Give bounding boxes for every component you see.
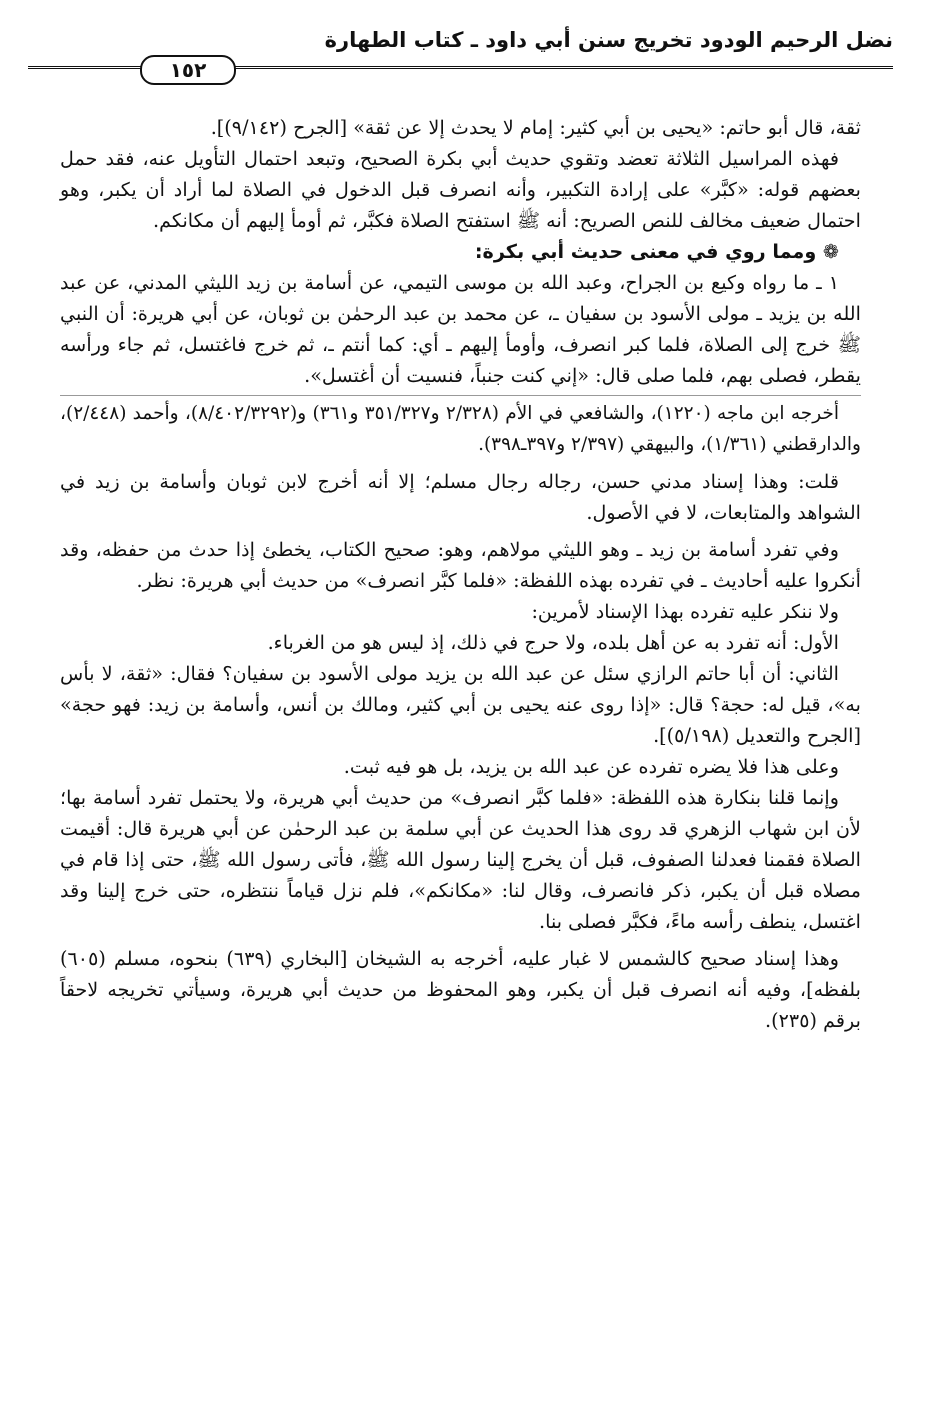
paragraph: الثاني: أن أبا حاتم الرازي سئل عن عبد الله بن يزيد مولى الأسود بن سفيان؟ فقال: «ثقة، لا بأس به»، قيل له: حجة؟ قال: «إذا روى عنه يحيى بن أبي كثير، ومالك بن أنس، وأسامة بن زيد: فهو حجة» [الجرح والتعديل (٥/١٩٨)]. [60,662,861,747]
page-body [60,112,861,1036]
paragraph: وإنما قلنا بنكارة هذه اللفظة: «فلما كبَّر انصرف» من حديث أبي هريرة، ولا يحتمل تفرد أسامة بها؛ لأن ابن شهاب الزهري قد روى هذا الحديث عن أبي سلمة بن عبد الرحمٰن عن أبي هريرة قال: أقيمت الصلاة فقمنا فعدلنا الصفوف، قبل أن يخرج إلينا رسول الله ﷺ، فأتى رسول الله ﷺ، حتى إذا قام في مصلاه قبل أن يكبر، ذكر فانصرف، وقال لنا: «مكانكم»، فلم نزل قياماً ننتظره، حتى خرج إلينا وقد اغتسل، ينطف رأسه ماءً، فكبَّر فصلى بنا. [60,786,861,933]
paragraph: وهذا إسناد صحيح كالشمس لا غبار عليه، أخرجه به الشيخان [البخاري (٦٣٩) بنحوه، مسلم (٦٠٥) بلفظه]، وفيه أنه انصرف قبل أن يكبر، وهو المحفوظ من حديث أبي هريرة، وسيأتي تخريجه لاحقاً برقم (٢٣٥). [60,947,861,1032]
paragraph: الأول: أنه تفرد به عن أهل بلده، ولا حرج في ذلك، إذ ليس هو من الغرباء. [267,631,839,654]
paragraph: ولا ننكر عليه تفرده بهذا الإسناد لأمرين: [531,600,839,623]
paragraph: ثقة، قال أبو حاتم: «يحيى بن أبي كثير: إمام لا يحدث إلا عن ثقة» [الجرح (٩/١٤٢)]. [210,116,861,139]
paragraph: وفي تفرد أسامة بن زيد ـ وهو الليثي مولاهم، وهو: صحيح الكتاب، يخطئ إذا حدث من حفظه، وقد أنكروا عليه أحاديث ـ في تفرده بهذه اللفظة: «فلما كبَّر انصرف» من حديث أبي هريرة: نظر. [60,538,861,592]
page-number: ١٥٢ [140,55,236,85]
running-title: نضل الرحيم الودود تخريج سنن أبي داود ـ كتاب الطهارة [324,28,893,52]
section-heading: ❁ ومما روي في معنى حديث أبي بكرة: [474,240,839,263]
paragraph: قلت: وهذا إسناد مدني حسن، رجاله رجال مسلم؛ إلا أنه أخرج لابن ثوبان وأسامة بن زيد في الشواهد والمتابعات، لا في الأصول. [60,470,861,524]
paragraph: فهذه المراسيل الثلاثة تعضد وتقوي حديث أبي بكرة الصحيح، وتبعد احتمال التأويل عنه، فقد حمل بعضهم قوله: «كبَّر» على إرادة التكبير، وأنه انصرف قبل الدخول في الصلاة لما أراد أن يكبر، وهو احتمال ضعيف مخالف للنص الصريح: أنه ﷺ استفتح الصلاة فكبَّر، ثم أومأ إليهم أن مكانكم. [60,147,861,232]
takhrij-note: أخرجه ابن ماجه (١٢٢٠)، والشافعي في الأم (٢/٣٢٨ و٣٥١/٣٢٧ و٣٦١) و(٨/٤٠٢/٣٢٩٢)، وأحمد (٢/٤٤٨)، والدارقطني (١/٣٦١)، والبيهقي (٢/٣٩٧ و٣٩٧ـ٣٩٨). [60,395,861,460]
paragraph: وعلى هذا فلا يضره تفرده عن عبد الله بن يزيد، بل هو فيه ثبت. [343,755,839,778]
paragraph: ١ ـ ما رواه وكيع بن الجراح، وعبد الله بن موسى التيمي، عن أسامة بن زيد الليثي المدني، عن عبد الله بن يزيد ـ مولى الأسود بن سفيان ـ، عن محمد بن عبد الرحمٰن بن ثوبان، عن أبي هريرة: أن النبي ﷺ خرج إلى الصلاة، فلما كبر انصرف، وأومأ إليهم ـ أي: كما أنتم ـ، ثم خرج فاغتسل، ثم جاء ورأسه يقطر، فصلى بهم، فلما صلى قال: «إني كنت جنباً، فنسيت أن أغتسل». [60,271,861,387]
page-header [28,22,893,96]
